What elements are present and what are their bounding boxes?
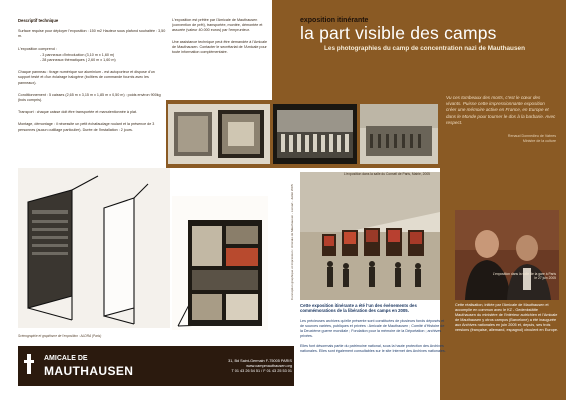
website: www.campmauthausen.org bbox=[246, 364, 292, 368]
quote-author: Renaud Donnedieu de Vabres bbox=[507, 134, 556, 139]
commemoration-text bbox=[300, 303, 448, 359]
logo-top-text: AMICALE DE bbox=[44, 355, 88, 362]
inauguration-photo bbox=[455, 210, 559, 300]
header-subtitle: Les photographies du camp de concentration nazi de Mauthausen bbox=[324, 45, 525, 52]
assembly-text: Montage, démontage : il nécessite un petit échafaudage roulant et la présence de 3 personnes (aucun outillage particulier). Durée de l'installation : 2 jours. bbox=[18, 122, 155, 132]
exhibition-hall-photo bbox=[300, 172, 440, 300]
hall-photo-caption: L'exposition dans la salle du Conseil de Paris, Mairie, 2005 bbox=[343, 172, 431, 176]
loan-conditions bbox=[172, 18, 272, 61]
surface-text: Surface requise pour déployer l'exposition : 150 m2 Hauteur sous plafond souhaitée : 3,50 m. bbox=[18, 29, 166, 39]
minister-quote bbox=[446, 95, 556, 143]
panel-poster-preview bbox=[172, 196, 268, 330]
quote-author-title: Ministre de la culture bbox=[522, 138, 556, 143]
partnership-text: Cette réalisation, initiée par l'Amicale de Mauthausen et accomplie en commun avec le KZ - Gedenkstätte Mauthausen du ministère de l'Intérieur autrichien et l'Amicale de Mauthausen y otros campos (Barcelone) a été inaugurée aux Archives nationales en juin 2005 et, depuis, ses trois versions (française, allemand, espagnol) circulent en Europe. bbox=[455, 303, 558, 333]
loan-text: L'exposition est prêtée par l'Amicale de Mauthausen (convention de prêt), transportée, montée, démontée et assurée (valeur 40.000 euros) par l'emprunteur. bbox=[172, 18, 263, 33]
print-credit: Conception graphique et impression : Amicale de Mauthausen - Lienart - Juillet 2005 bbox=[290, 184, 294, 300]
archive-photo-2 bbox=[273, 104, 357, 164]
assistance-text: Une assistance technique peut être demandée à l'Amicale de Mauthausen. Contacter le secrétariat de l'Amicale pour toute information complémentaire. bbox=[172, 39, 267, 55]
contents-intro: L'exposition comprend : bbox=[18, 46, 57, 51]
archives-sources-text: Les précieuses archives qu'elle présente sont constituées de plusieurs fonds déposés et de sources variées, publiques et privées : Amicale de Mauthausen ; Comité d'Histoire de la Deuxième guerre mondiale ; Fondation pour la mémoire de la Déportation ; archives privées. bbox=[300, 318, 445, 339]
header-kicker: exposition itinérante bbox=[300, 17, 369, 24]
logo-bottom-text: MAUTHAUSEN bbox=[44, 364, 134, 378]
quote-text: Vu ces tombeaux des morts, c'est le cœur des vivants. Puisse cette impressionnante exposition créer une mémoire active en France, en Europe et dans le Monde pour tourner le dos à la barbarie. Avec respect. bbox=[446, 95, 556, 125]
amicale-logo-icon bbox=[24, 352, 34, 376]
panel-text: Chaque panneau : tirage numérique sur aluminium - est autoporteur et dispose d'un support testé et d'un éclairage halogène (boîtiers de commande fournis avec les panneaux). bbox=[18, 70, 155, 85]
panel-illustration bbox=[18, 168, 170, 328]
commemoration-lead: Cette exposition itinérante a été l'un des événements des commémorations de la libération des camps en 2005. bbox=[300, 303, 417, 314]
national-heritage-text: Elles font désormais partie du patrimoine national, sous la haute protection des Archives nationales. Elles sont également consultables sur le site Internet des Archives nationales. bbox=[300, 344, 446, 354]
postal-address: 31, Bd Saint-Germain F-75005 PARIS bbox=[228, 359, 292, 363]
transport-text: Transport : chaque caisse doit être transportée et manutentionnée à plat. bbox=[18, 110, 137, 115]
header-title: la part visible des camps bbox=[300, 23, 497, 43]
technical-description bbox=[18, 18, 166, 140]
archive-photo-3 bbox=[360, 104, 438, 164]
quote-signature bbox=[446, 134, 556, 143]
contents-item-2: - 28 panneaux thématiques ( 2,60 m x 1,60 m) bbox=[40, 58, 116, 63]
header-band bbox=[272, 0, 566, 80]
scenography-caption: Scénographie et graphisme de l'exposition : ALDRA (Paris) bbox=[18, 334, 102, 338]
inauguration-caption: L'exposition dans la salle de la gare à Paris le 27 juin 2005 bbox=[492, 272, 556, 281]
contact-address bbox=[212, 359, 292, 374]
technical-heading: Descriptif technique bbox=[18, 18, 59, 23]
packaging-text: Conditionnement : 5 caisses (2,65 m x 3,15 m x 1,85 m x 0,50 m) : poids environ 900kg (bois compris). bbox=[18, 92, 161, 103]
phone-fax: T 01 43 26 54 51 / F 01 43 25 53 01 bbox=[231, 369, 292, 373]
archive-photo-1 bbox=[168, 104, 270, 164]
contents-item-1: - 3 panneaux d'introduction (3,10 m x 1,60 m) bbox=[40, 52, 115, 57]
